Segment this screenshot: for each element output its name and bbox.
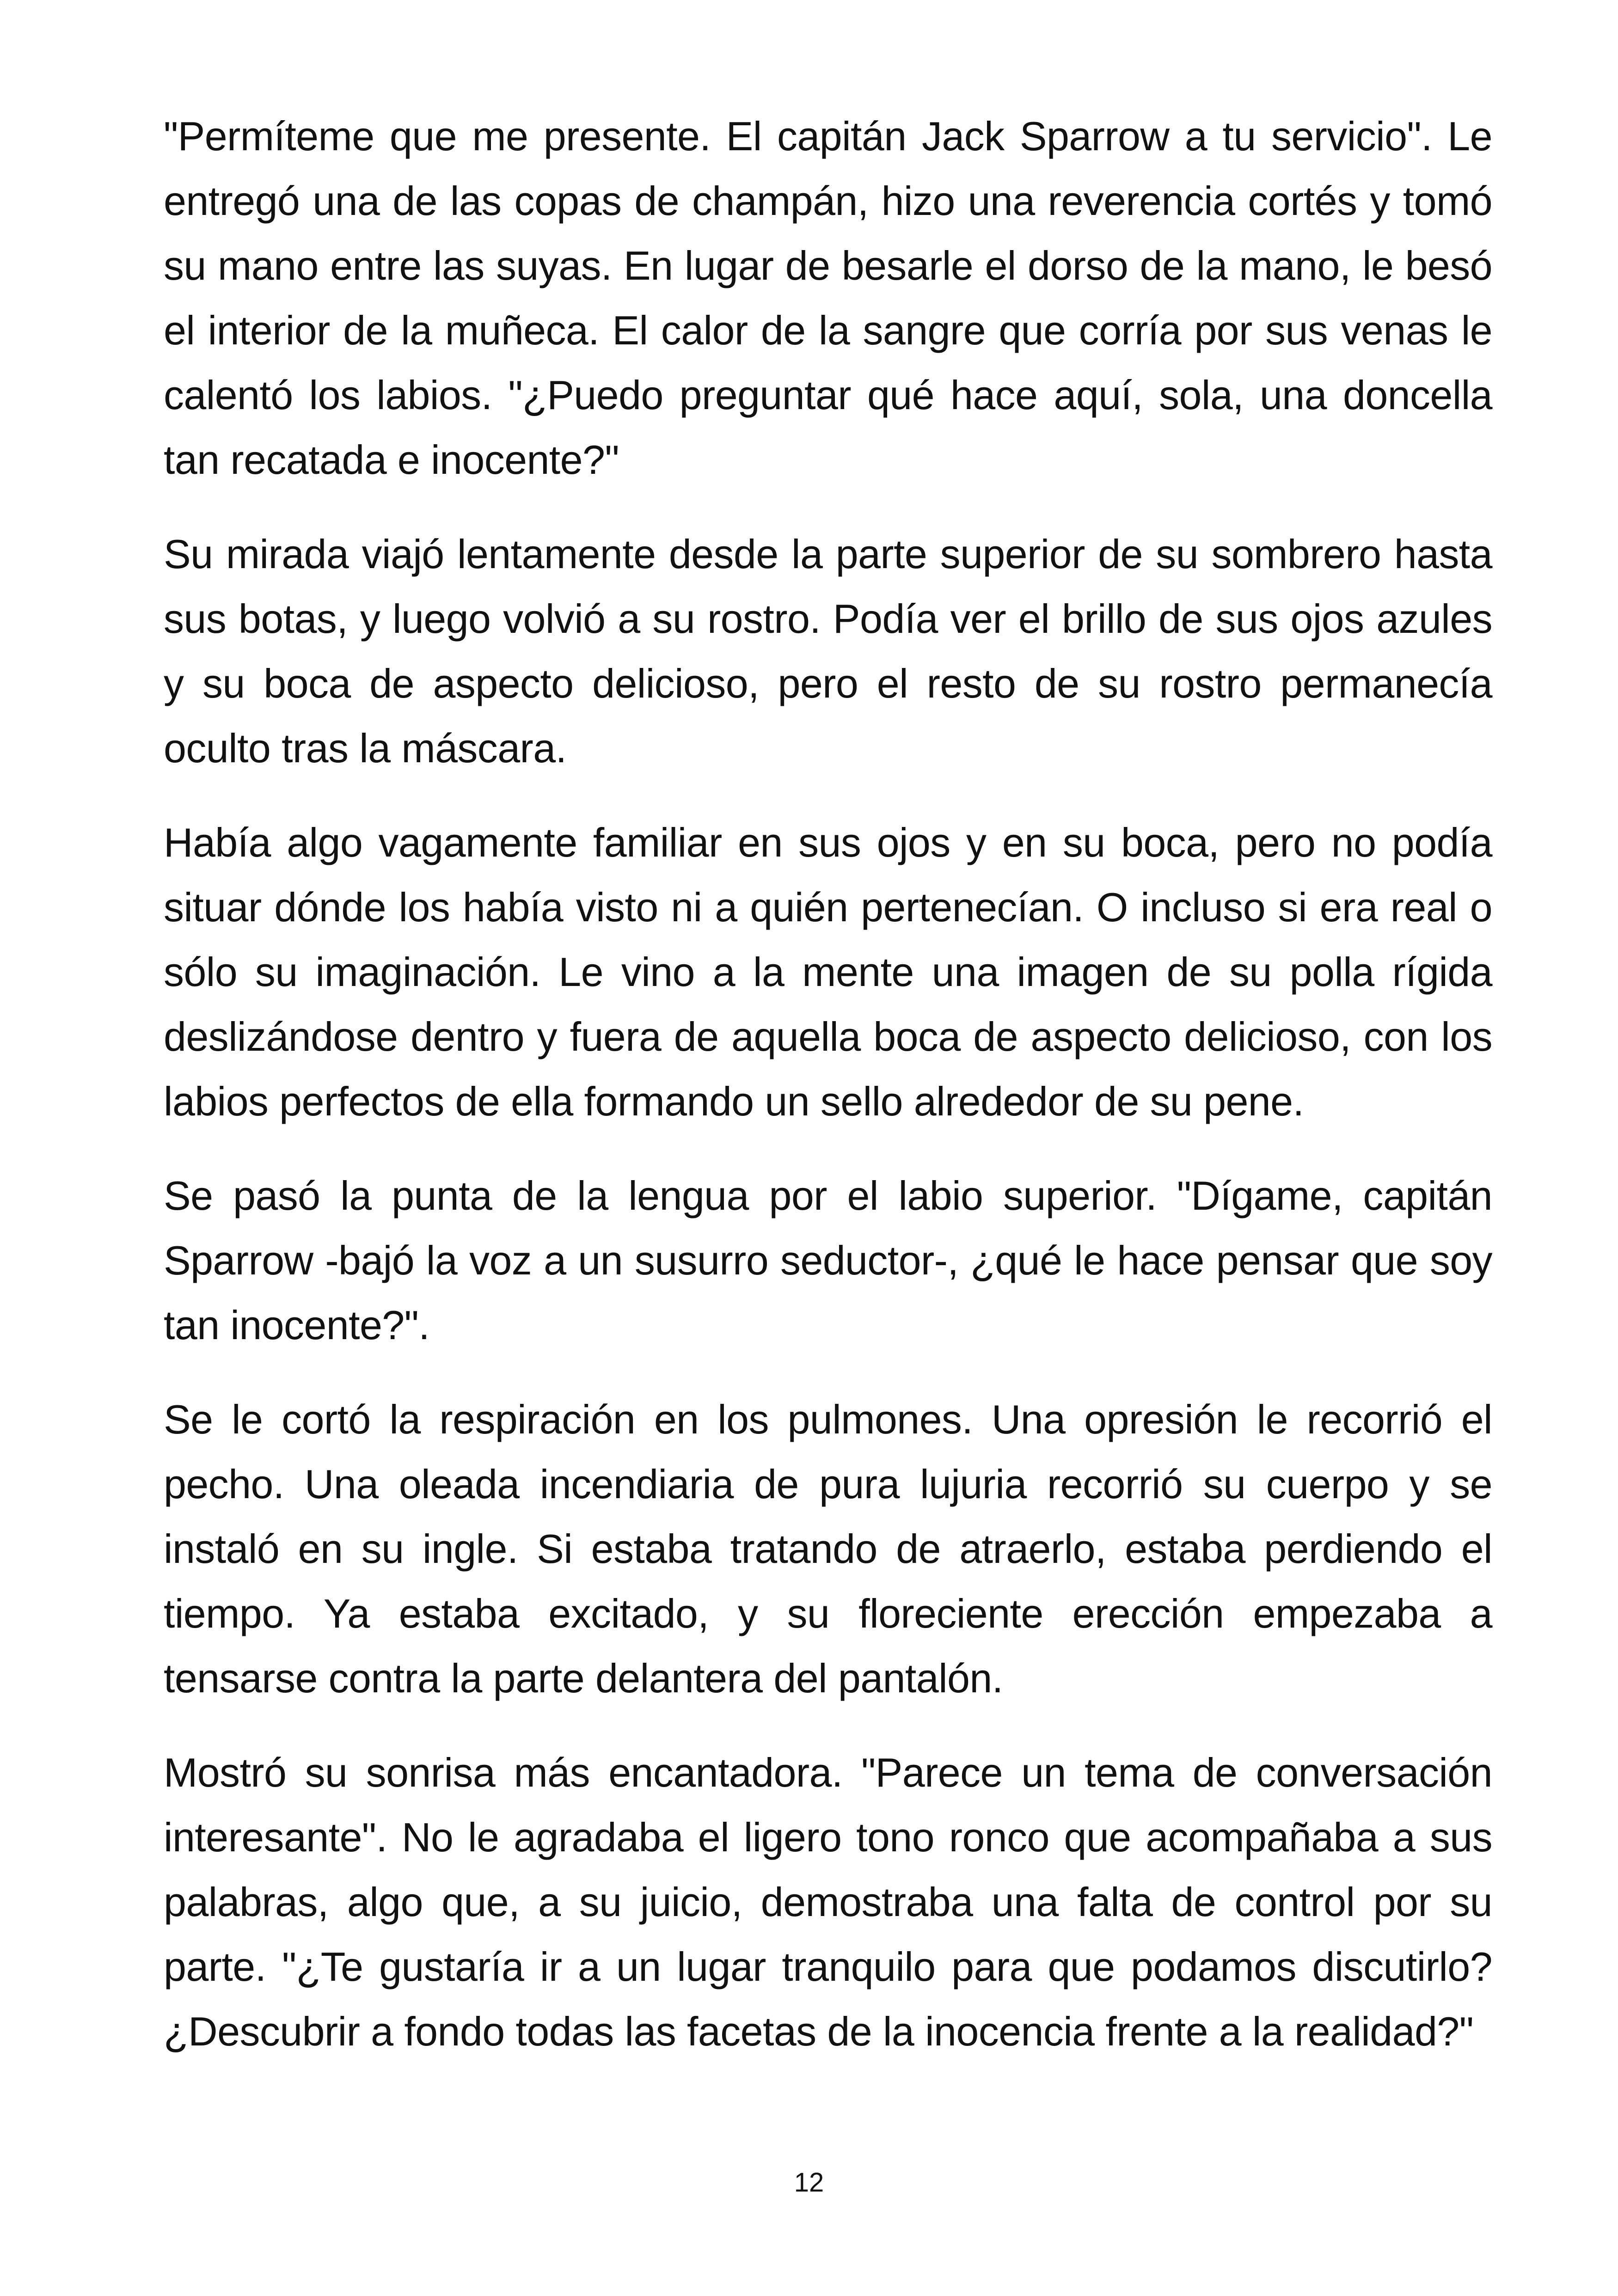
paragraph-4: Se pasó la punta de la lengua por el labio superior. "Dígame, capitán Sparrow -bajó la voz a un susurro seductor-, ¿qué le hace pensar que soy tan inocente?".: [164, 1173, 1492, 1348]
page-number: 12: [794, 2167, 824, 2198]
body-text: [164, 104, 1492, 2094]
paragraph-6: Mostró su sonrisa más encantadora. "Parece un tema de conversación interesante". No le agradaba el ligero tono ronco que acompañaba a sus palabras, algo que, a su juicio, demostraba una falta de control por su parte. "¿Te gustaría ir a un lugar tranquilo para que podamos discutirlo? ¿Descubrir a fondo todas las facetas de la inocencia frente a la realidad?": [164, 1750, 1492, 2054]
paragraph-2: Su mirada viajó lentamente desde la parte superior de su sombrero hasta sus botas, y luego volvió a su rostro. Podía ver el brillo de sus ojos azules y su boca de aspecto delicioso, pero el resto de su rostro permanecía oculto tras la máscara.: [164, 531, 1492, 771]
paragraph-5: Se le cortó la respiración en los pulmones. Una opresión le recorrió el pecho. Una oleada incendiaria de pura lujuria recorrió su cuerpo y se instaló en su ingle. Si estaba tratando de atraerlo, estaba perdiendo el tiempo. Ya estaba excitado, y su floreciente erección empezaba a tensarse contra la parte delantera del pantalón.: [164, 1396, 1492, 1701]
paragraph-1: "Permíteme que me presente. El capitán Jack Sparrow a tu servicio". Le entregó una de las copas de champán, hizo una reverencia cortés y tomó su mano entre las suyas. En lugar de besarle el dorso de la mano, le besó el interior de la muñeca. El calor de la sangre que corría por sus venas le calentó los labios. "¿Puedo preguntar qué hace aquí, sola, una doncella tan recatada e inocente?": [164, 113, 1492, 483]
paragraph-3: Había algo vagamente familiar en sus ojos y en su boca, pero no podía situar dónde los había visto ni a quién pertenecían. O incluso si era real o sólo su imaginación. Le vino a la mente una imagen de su polla rígida deslizándose dentro y fuera de aquella boca de aspecto delicioso, con los labios perfectos de ella formando un sello alrededor de su pene.: [164, 820, 1492, 1124]
